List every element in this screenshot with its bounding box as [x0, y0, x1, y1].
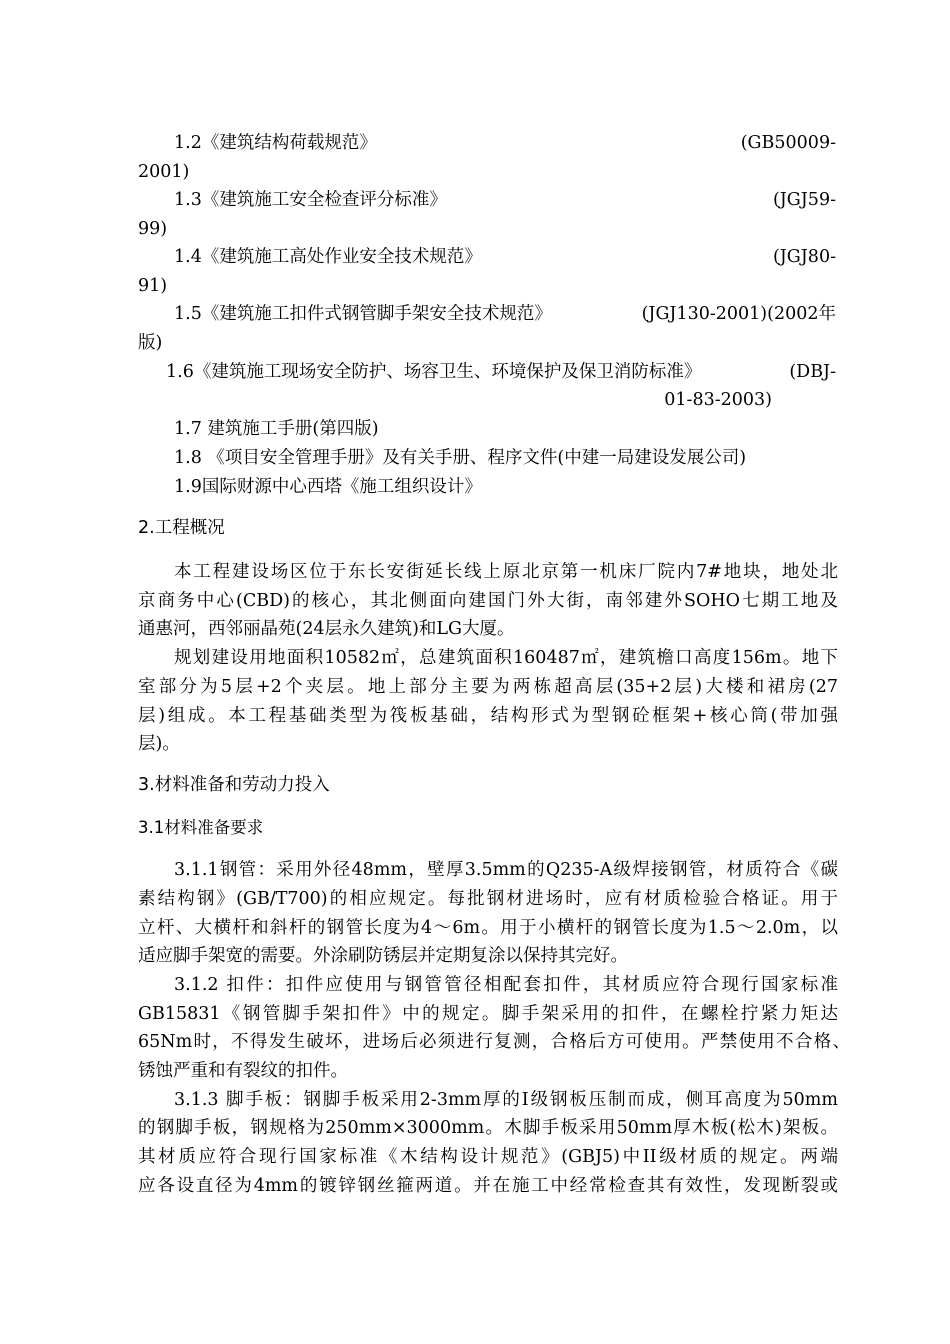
ref-1-3-cont: 99) [138, 219, 168, 239]
ref-1-3-code: (JGJ59- [772, 190, 836, 210]
ref-1-3-title: 1.3《建筑施工安全检查评分标准》 [174, 190, 447, 210]
section-3-1-2-line-4: 锈蚀严重和有裂纹的扣件。 [138, 1061, 348, 1081]
section-2-p2-line-3: 层)组成。本工程基础类型为筏板基础，结构形式为型钢砼框架+核心筒(带加强 [138, 706, 838, 726]
ref-1-2-title: 1.2《建筑结构荷载规范》 [174, 133, 377, 153]
ref-1-8: 1.8 《项目安全管理手册》及有关手册、程序文件(中建一局建设发展公司) [174, 448, 747, 468]
section-2-p1-line-3: 通惠河，西邻丽晶苑(24层永久建筑)和LG大厦。 [138, 619, 515, 639]
ref-1-2-code: (GB50009- [740, 133, 836, 153]
section-2-p1-line-1: 本工程建设场区位于东长安街延长线上原北京第一机床厂院内7#地块，地处北 [174, 562, 838, 582]
section-3-1-1-line-3: 立杆、大横杆和斜杆的钢管长度为4～6m。用于小横杆的钢管长度为1.5～2.0m，以 [138, 918, 838, 938]
section-2-p1-line-2: 京商务中心(CBD)的核心，其北侧面向建国门外大街，南邻建外SOHO七期工地及 [138, 591, 838, 611]
section-2-p2-line-4: 层)。 [138, 734, 180, 754]
ref-1-6-cont: 01-83-2003) [664, 390, 772, 410]
ref-1-5-code: (JGJ130-2001)(2002年 [641, 304, 836, 324]
section-2-heading: 2.工程概况 [138, 518, 225, 538]
section-3-1-2-line-1: 3.1.2 扣件：扣件应使用与钢管管径相配套扣件，其材质应符合现行国家标准 [174, 975, 838, 995]
ref-1-9: 1.9国际财源中心西塔《施工组织设计》 [174, 477, 482, 497]
section-2-p2-line-2: 室部分为5层+2个夹层。地上部分主要为两栋超高层(35+2层)大楼和裙房(27 [138, 677, 838, 697]
section-2-p2-line-1: 规划建设用地面积10582㎡，总建筑面积160487㎡，建筑檐口高度156m。地下 [174, 648, 838, 668]
section-3-heading: 3.材料准备和劳动力投入 [138, 775, 330, 795]
section-3-1-1-line-4: 适应脚手架宽的需要。外涂刷防锈层并定期复涂以保持其完好。 [138, 946, 628, 966]
ref-1-7: 1.7 建筑施工手册(第四版) [174, 419, 379, 439]
section-3-1-2-line-2: GB15831《钢管脚手架扣件》中的规定。脚手架采用的扣件，在螺栓拧紧力矩达 [138, 1004, 838, 1024]
ref-1-2-cont: 2001) [138, 162, 190, 182]
section-3-1-3-line-4: 应各设直径为4mm的镀锌钢丝箍两道。并在施工中经常检查其有效性，发现断裂或 [138, 1176, 838, 1196]
ref-1-4-code: (JGJ80- [772, 247, 836, 267]
ref-1-6-code: (DBJ- [789, 362, 836, 382]
ref-1-6-title: 1.6《建筑施工现场安全防护、场容卫生、环境保护及保卫消防标准》 [166, 362, 702, 382]
section-3-1-3-line-2: 的钢脚手板，钢规格为250mm×3000mm。木脚手板采用50mm厚木板(松木)架板。 [138, 1118, 838, 1138]
section-3-1-1-line-1: 3.1.1钢管：采用外径48mm，壁厚3.5mm的Q235-A级焊接钢管，材质符合《碳 [174, 860, 838, 880]
section-3-1-3-line-3: 其材质应符合现行国家标准《木结构设计规范》(GBJ5)中II级材质的规定。两端 [138, 1147, 838, 1167]
section-3-1-heading: 3.1材料准备要求 [138, 818, 264, 837]
ref-1-5-cont: 版) [138, 333, 163, 353]
ref-1-5-title: 1.5《建筑施工扣件式钢管脚手架安全技术规范》 [174, 304, 552, 324]
section-3-1-2-line-3: 65Nm时，不得发生破坏，进场后必须进行复测，合格后方可使用。严禁使用不合格、 [138, 1032, 850, 1052]
ref-1-4-cont: 91) [138, 276, 168, 296]
ref-1-4-title: 1.4《建筑施工高处作业安全技术规范》 [174, 247, 482, 267]
section-3-1-3-line-1: 3.1.3 脚手板：钢脚手板采用2-3mm厚的Ⅰ级钢板压制而成，侧耳高度为50mm [174, 1090, 838, 1110]
section-3-1-1-line-2: 素结构钢》(GB/T700)的相应规定。每批钢材进场时，应有材质检验合格证。用于 [138, 889, 838, 909]
